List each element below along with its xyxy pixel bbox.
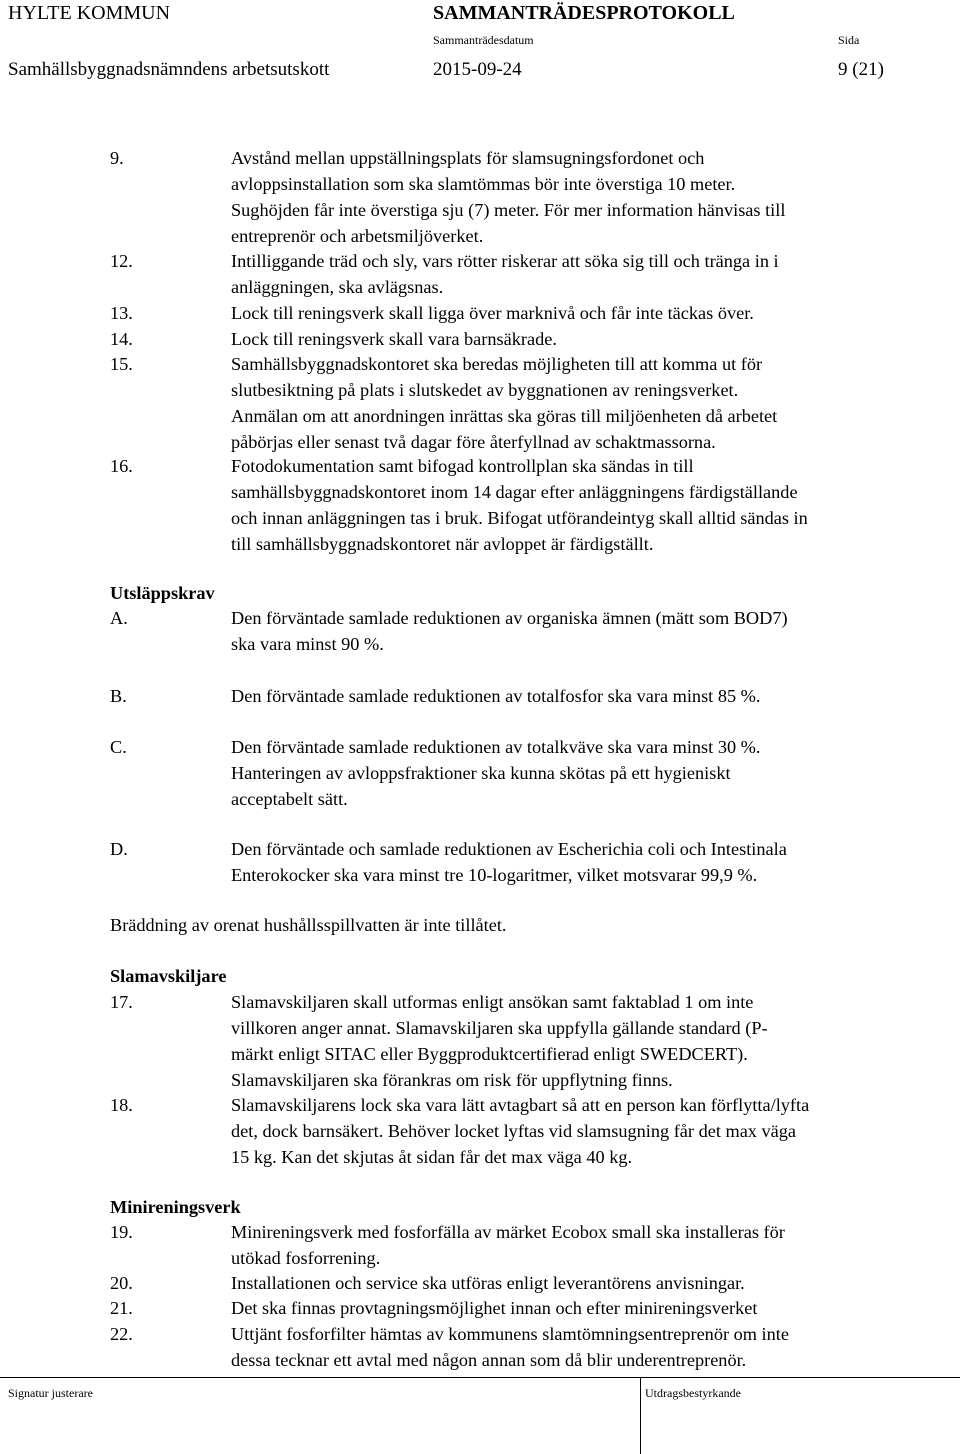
extract-certification-label: Utdragsbestyrkande <box>645 1386 741 1400</box>
item-line: samhällsbyggnadskontoret inom 14 dagar efter anläggningens färdigställande <box>231 482 798 502</box>
item-line: Uttjänt fosforfilter hämtas av kommunens slamtömningsentreprenör om inte <box>231 1324 789 1344</box>
item-line: avloppsinstallation som ska slamtömmas bör inte överstiga 10 meter. <box>231 174 736 194</box>
item-line: Den förväntade samlade reduktionen av totalfosfor ska vara minst 85 %. <box>231 686 761 706</box>
item-line: ska vara minst 90 %. <box>231 634 384 654</box>
item-line: villkoren anger annat. Slamavskiljaren ska uppfylla gällande standard (P- <box>231 1018 768 1038</box>
item-line: Det ska finnas provtagningsmöjlighet innan och efter minireningsverket <box>231 1298 758 1318</box>
page-label: Sida <box>838 33 860 47</box>
item-line: Avstånd mellan uppställningsplats för slamsugningsfordonet och <box>231 148 705 168</box>
footer-divider <box>0 1377 960 1378</box>
item-line: Den förväntade samlade reduktionen av organiska ämnen (mätt som BOD7) <box>231 608 788 628</box>
item-letter: C. <box>110 737 127 757</box>
item-line: Minireningsverk med fosforfälla av märket Ecobox small ska installeras för <box>231 1222 785 1242</box>
item-line: och innan anläggningen tas i bruk. Bifogat utförandeintyg skall alltid sändas in <box>231 508 808 528</box>
item-line: dessa tecknar ett avtal med någon annan som då blir underentreprenör. <box>231 1350 747 1370</box>
item-number: 21. <box>110 1298 133 1318</box>
item-line: Den förväntade samlade reduktionen av totalkväve ska vara minst 30 %. <box>231 737 761 757</box>
item-line: slutbesiktning på plats i slutskedet av byggnationen av reningsverket. <box>231 380 739 400</box>
item-number: 15. <box>110 354 133 374</box>
item-number: 9. <box>110 148 124 168</box>
section-heading-utslappskrav: Utsläppskrav <box>110 583 215 603</box>
page-number: 9 (21) <box>838 59 884 80</box>
meeting-date: 2015-09-24 <box>433 59 522 80</box>
item-line: 15 kg. Kan det skjutas åt sidan får det max väga 40 kg. <box>231 1147 633 1167</box>
item-line: påbörjas eller senast två dagar före återfyllnad av schaktmassorna. <box>231 432 716 452</box>
item-number: 13. <box>110 303 133 323</box>
item-line: märkt enligt SITAC eller Byggproduktcertifierad enligt SWEDCERT). <box>231 1044 748 1064</box>
section-heading-minireningsverk: Minireningsverk <box>110 1197 241 1217</box>
item-line: Slamavskiljaren ska förankras om risk för uppflytning finns. <box>231 1070 673 1090</box>
item-line: Hanteringen av avloppsfraktioner ska kunna skötas på ett hygieniskt <box>231 763 731 783</box>
item-number: 12. <box>110 251 133 271</box>
item-number: 17. <box>110 992 133 1012</box>
item-line: entreprenör och arbetsmiljöverket. <box>231 226 484 246</box>
item-number: 18. <box>110 1095 133 1115</box>
item-line: Slamavskiljaren skall utformas enligt ansökan samt faktablad 1 om inte <box>231 992 754 1012</box>
item-line: Den förväntade och samlade reduktionen av Escherichia coli och Intestinala <box>231 839 787 859</box>
item-line: till samhällsbyggnadskontoret när avloppet är färdigställt. <box>231 534 654 554</box>
footer-column-divider <box>640 1377 641 1454</box>
item-letter: B. <box>110 686 127 706</box>
item-line: Intilliggande träd och sly, vars rötter riskerar att söka sig till och tränga in i <box>231 251 779 271</box>
item-number: 19. <box>110 1222 133 1242</box>
item-line: utökad fosforrening. <box>231 1248 381 1268</box>
overflow-note: Bräddning av orenat hushållsspillvatten är inte tillåtet. <box>110 915 507 935</box>
item-line: Fotodokumentation samt bifogad kontrollplan ska sändas in till <box>231 456 694 476</box>
item-line: det, dock barnsäkert. Behöver locket lyftas vid slamsugning får det max väga <box>231 1121 797 1141</box>
item-line: acceptabelt sätt. <box>231 789 348 809</box>
item-line: Lock till reningsverk skall vara barnsäkrade. <box>231 329 557 349</box>
item-number: 16. <box>110 456 133 476</box>
section-heading-slamavskiljare: Slamavskiljare <box>110 966 227 986</box>
item-line: Anmälan om att anordningen inrättas ska göras till miljöenheten då arbetet <box>231 406 778 426</box>
item-line: Slamavskiljarens lock ska vara lätt avtagbart så att en person kan förflytta/lyfta <box>231 1095 810 1115</box>
item-number: 14. <box>110 329 133 349</box>
item-line: Samhällsbyggnadskontoret ska beredas möjligheten till att komma ut för <box>231 354 763 374</box>
signature-field-label: Signatur justerare <box>8 1386 93 1400</box>
committee-name: Samhällsbyggnadsnämndens arbetsutskott <box>8 59 330 80</box>
item-line: Installationen och service ska utföras enligt leverantörens anvisningar. <box>231 1273 745 1293</box>
document-type: SAMMANTRÄDESPROTOKOLL <box>433 2 735 24</box>
item-number: 20. <box>110 1273 133 1293</box>
item-letter: A. <box>110 608 128 628</box>
item-line: Lock till reningsverk skall ligga över marknivå och får inte täckas över. <box>231 303 754 323</box>
item-letter: D. <box>110 839 128 859</box>
item-line: Enterokocker ska vara minst tre 10-logaritmer, vilket motsvarar 99,9 %. <box>231 865 758 885</box>
date-label: Sammanträdesdatum <box>433 33 534 47</box>
item-line: Sughöjden får inte överstiga sju (7) meter. För mer information hänvisas till <box>231 200 786 220</box>
item-number: 22. <box>110 1324 133 1344</box>
organization-name: HYLTE KOMMUN <box>8 2 171 24</box>
item-line: anläggningen, ska avlägsnas. <box>231 277 444 297</box>
